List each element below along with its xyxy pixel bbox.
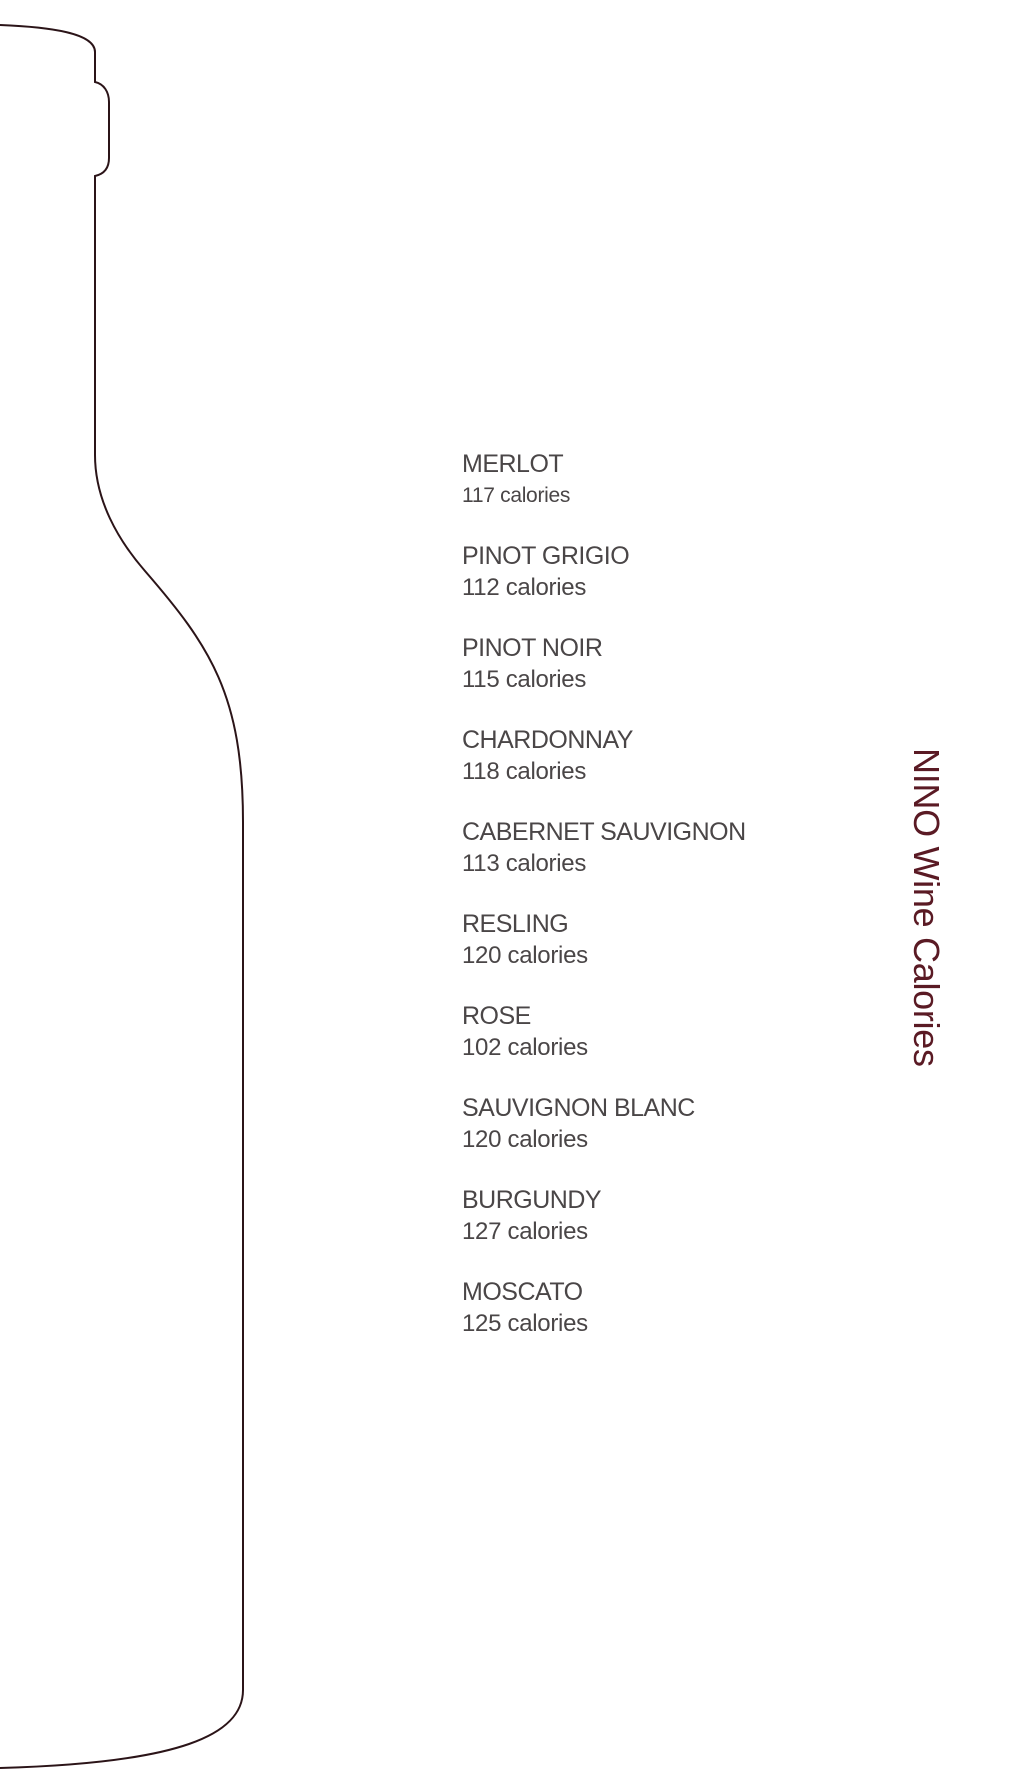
- page-title: NINO Wine Calories: [906, 748, 947, 1067]
- wine-item-resling: [462, 909, 822, 1001]
- wine-calories: 127 calories: [462, 1218, 588, 1245]
- wine-item-pinot-noir: [462, 633, 822, 725]
- wine-item-merlot: [462, 449, 822, 541]
- wine-item-rose: [462, 1001, 822, 1093]
- wine-calories: 113 calories: [462, 850, 587, 877]
- wine-list: [462, 449, 822, 1369]
- wine-calories: 117 calories: [462, 484, 571, 507]
- wine-name: BURGUNDY: [462, 1186, 602, 1214]
- wine-name: PINOT NOIR: [462, 634, 603, 662]
- wine-calories: 102 calories: [462, 1034, 588, 1061]
- wine-name: MERLOT: [462, 450, 564, 478]
- wine-item-burgundy: [462, 1185, 822, 1277]
- wine-calories: 120 calories: [462, 1126, 588, 1153]
- wine-name: ROSE: [462, 1002, 531, 1030]
- wine-name: SAUVIGNON BLANC: [462, 1094, 695, 1122]
- wine-name: RESLING: [462, 910, 569, 938]
- wine-item-moscato: [462, 1277, 822, 1369]
- wine-calories: 118 calories: [462, 758, 587, 785]
- wine-calories: 120 calories: [462, 942, 588, 969]
- wine-name: CHARDONNAY: [462, 726, 633, 754]
- wine-calories: 112 calories: [462, 574, 587, 601]
- wine-item-sauvignon-blanc: [462, 1093, 822, 1185]
- wine-calories: 125 calories: [462, 1310, 588, 1337]
- wine-calories: 115 calories: [462, 666, 587, 693]
- wine-item-cabernet-sauvignon: [462, 817, 822, 909]
- wine-name: MOSCATO: [462, 1278, 583, 1306]
- wine-item-chardonnay: [462, 725, 822, 817]
- wine-name: CABERNET SAUVIGNON: [462, 818, 746, 846]
- bottle-outline-path: [0, 25, 243, 1768]
- wine-item-pinot-grigio: [462, 541, 822, 633]
- wine-name: PINOT GRIGIO: [462, 542, 630, 570]
